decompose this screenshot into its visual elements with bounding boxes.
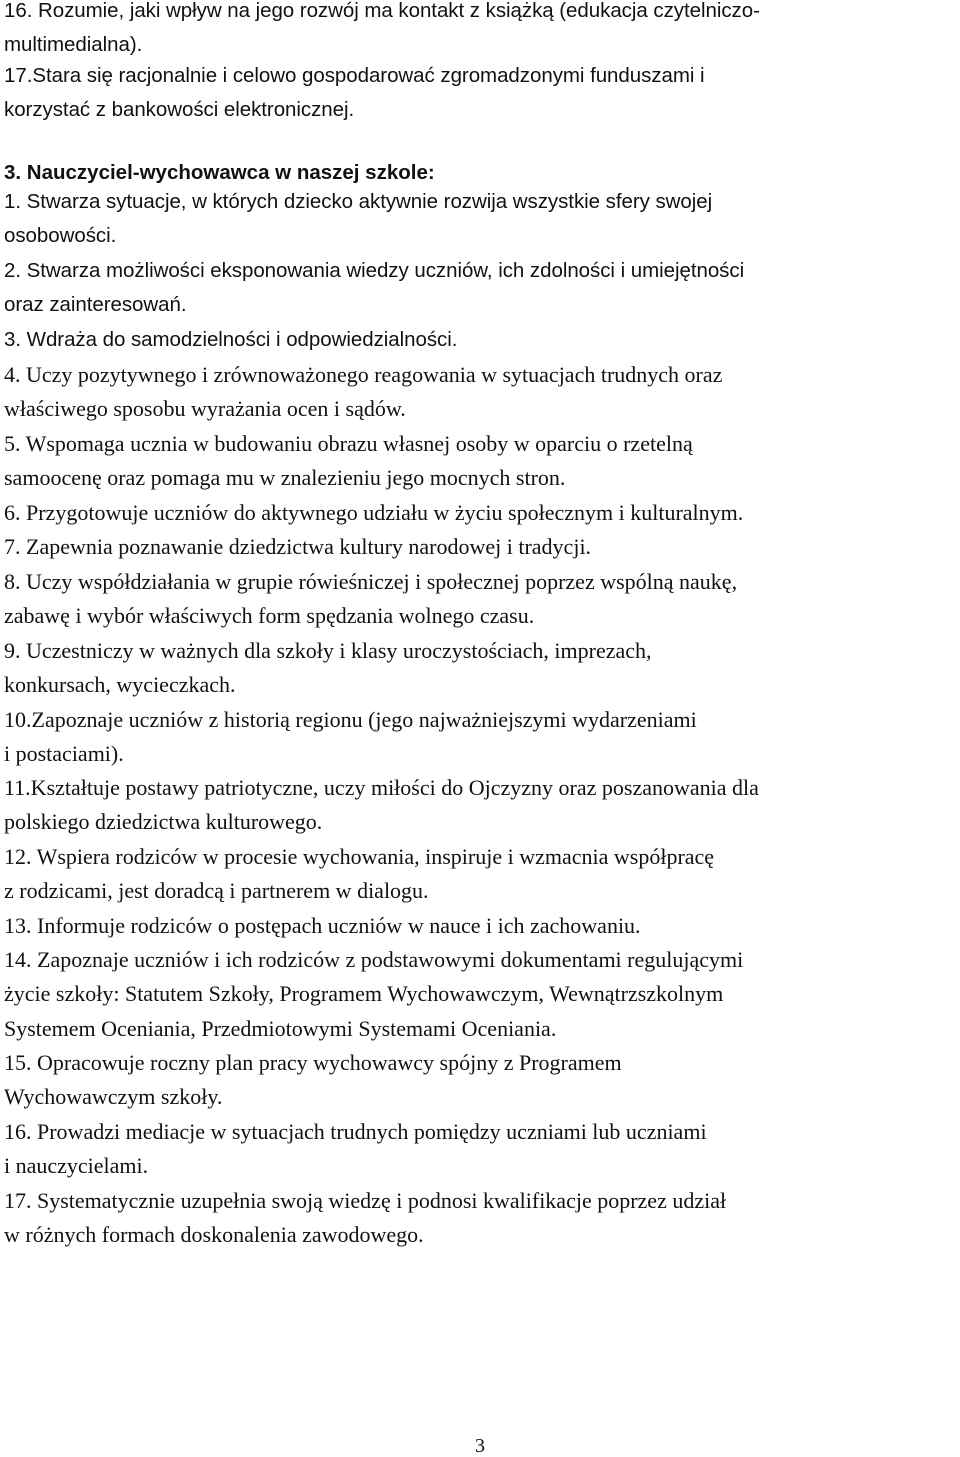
list-item-8: 8. Uczy współdziałania w grupie rówieśniczej i społecznej poprzez wspólną naukę, zabawę i wybór właściwych form spędzania wolnego czasu. bbox=[4, 569, 738, 629]
list-item-7: 7. Zapewnia poznawanie dziedzictwa kultury narodowej i tradycji. bbox=[4, 534, 592, 559]
list-item-12: 12. Wspiera rodziców w procesie wychowania, inspiruje i wzmacnia współpracę z rodzicami, jest doradcą i partnerem w dialogu. bbox=[4, 844, 715, 904]
list-item-1: 1. Stwarza sytuacje, w których dziecko aktywnie rozwija wszystkie sfery swojej osobowości. bbox=[4, 190, 713, 248]
list-item-13: 13. Informuje rodziców o postępach uczniów w nauce i ich zachowaniu. bbox=[4, 913, 641, 938]
list-item-17: 17. Systematycznie uzupełnia swoją wiedzę i podnosi kwalifikacje poprzez udział w różnych formach doskonalenia zawodowego. bbox=[4, 1188, 727, 1248]
list-item-15: 15. Opracowuje roczny plan pracy wychowawcy spójny z Programem Wychowawczym szkoły. bbox=[4, 1050, 622, 1110]
list-item-9: 9. Uczestniczy w ważnych dla szkoły i klasy uroczystościach, imprezach, konkursach, wycieczkach. bbox=[4, 638, 652, 698]
page-number: 3 bbox=[475, 1435, 485, 1457]
list-item-14: 14. Zapoznaje uczniów i ich rodziców z podstawowymi dokumentami regulującymi życie szkoły: Statutem Szkoły, Programem Wychowawczym, Wewnątrzszkolnym Systemem Oceniania, Przedmiotowymi Systemami Oceniania. bbox=[4, 947, 744, 1041]
list-item-11: 11.Kształtuje postawy patriotyczne, uczy miłości do Ojczyzny oraz poszanowania dla polskiego dziedzictwa kulturowego. bbox=[4, 775, 759, 835]
list-item-16: 16. Prowadzi mediacje w sytuacjach trudnych pomiędzy uczniami lub uczniami i nauczycielami. bbox=[4, 1119, 707, 1179]
list-item-5: 5. Wspomaga ucznia w budowaniu obrazu własnej osoby w oparciu o rzetelną samoocenę oraz pomaga mu w znalezieniu jego mocnych stron. bbox=[4, 431, 693, 491]
section-heading: 3. Nauczyciel-wychowawca w naszej szkole: bbox=[4, 161, 435, 184]
list-item-16-prev: 16. Rozumie, jaki wpływ na jego rozwój ma kontakt z książką (edukacja czytelniczo- multimedialna). bbox=[4, 0, 760, 57]
list-item-10: 10.Zapoznaje uczniów z historią regionu (jego najważniejszymi wydarzeniami i postaciami). bbox=[4, 707, 697, 767]
list-item-2: 2. Stwarza możliwości eksponowania wiedzy uczniów, ich zdolności i umiejętności oraz zainteresowań. bbox=[4, 259, 745, 317]
list-item-3: 3. Wdraża do samodzielności i odpowiedzialności. bbox=[4, 328, 458, 351]
list-item-6: 6. Przygotowuje uczniów do aktywnego udziału w życiu społecznym i kulturalnym. bbox=[4, 500, 744, 525]
list-item-17-prev: 17.Stara się racjonalnie i celowo gospodarować zgromadzonymi funduszami i korzystać z bankowości elektronicznej. bbox=[4, 64, 705, 122]
list-item-4: 4. Uczy pozytywnego i zrównoważonego reagowania w sytuacjach trudnych oraz właściwego sposobu wyrażania ocen i sądów. bbox=[4, 362, 723, 422]
